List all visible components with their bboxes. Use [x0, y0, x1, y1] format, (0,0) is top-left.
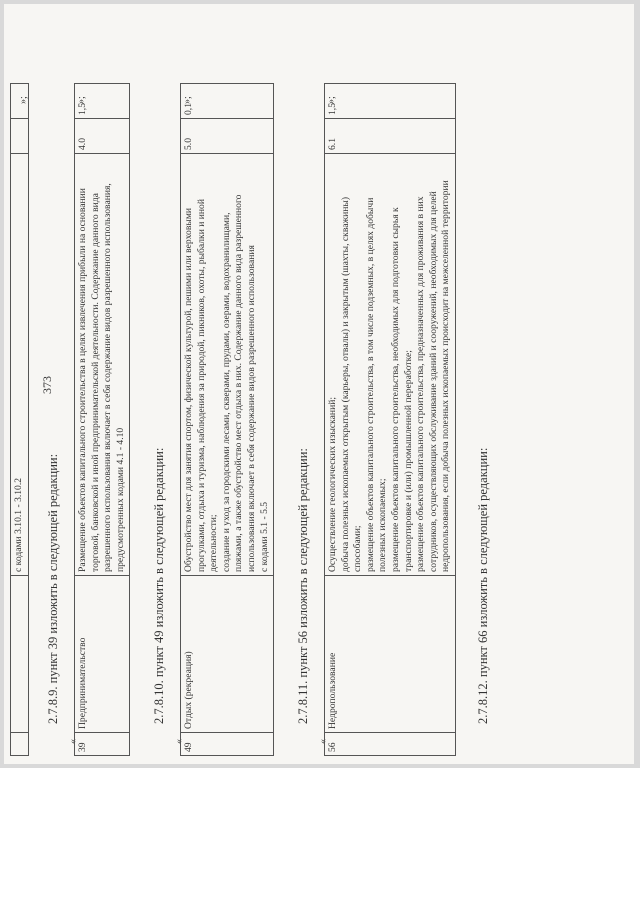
- row-description: [181, 154, 274, 576]
- description-line: размещение объектов капитального строительства, предназначенных для проживания в них: [415, 196, 427, 572]
- paper-sheet: [4, 4, 634, 764]
- row-description: [325, 154, 456, 576]
- closing-quote: »;: [76, 96, 87, 104]
- page-number: 373: [40, 376, 54, 394]
- rotated-content: [4, 4, 634, 764]
- opening-quote: «: [318, 739, 329, 744]
- table-cell: [11, 576, 29, 733]
- table-row: [11, 84, 29, 756]
- table-row: [181, 84, 274, 756]
- opening-quote: «: [68, 739, 79, 744]
- row-number: 49: [181, 733, 274, 756]
- row-code: 5.0: [181, 119, 274, 154]
- description-line: с кодами 5.1 - 5.5: [258, 501, 270, 572]
- row-code: 6.1: [325, 119, 456, 154]
- row-description: [75, 154, 130, 576]
- top-table: [10, 83, 29, 756]
- row-code: 4.0: [75, 119, 130, 154]
- description-line: транспортировке и (или) промышленной переработке;: [402, 350, 414, 572]
- description-line: размещение объектов капитального строительства, в том числе подземных, в целях добычи: [364, 197, 376, 572]
- description-line: сотрудников, осуществляющих обслуживание зданий и сооружений, необходимых для целей: [427, 191, 439, 572]
- table-item-39: [74, 83, 130, 756]
- description-line: разрешенного использования включает в себя содержание видов разрешенного использования,: [102, 183, 114, 572]
- description-line: Обустройство мест для занятия спортом, физической культурой, пешими или верховыми: [183, 207, 194, 572]
- closing-quote: »;: [182, 96, 193, 104]
- description-line: деятельности;: [208, 514, 220, 572]
- description-line: размещение объектов капитального строительства, необходимых для подготовки сырья к: [389, 207, 401, 572]
- table-row: [325, 84, 456, 756]
- opening-quote: «: [174, 739, 185, 744]
- description-line: недропользования, если добыча полезных ископаемых происходит на межселенной территории: [440, 180, 452, 572]
- table-row: [75, 84, 130, 756]
- row-name: Недропользование: [325, 576, 456, 733]
- description-line: предусмотренных кодами 4.1 - 4.10: [114, 427, 126, 572]
- row-number: 39: [75, 733, 130, 756]
- description-line: Осуществление геологических изысканий;: [327, 397, 338, 572]
- description-line: полезных ископаемых;: [377, 478, 389, 572]
- heading-item-39: 2.7.8.9. пункт 39 изложить в следующей редакции:: [46, 453, 60, 724]
- row-name: Предпринимательство: [75, 576, 130, 733]
- row-value: 1,5: [325, 84, 456, 119]
- table-cell: [11, 119, 29, 154]
- description-line: способами;: [352, 525, 364, 572]
- row-value: 1,5: [75, 84, 130, 119]
- row-value: 0,1: [181, 84, 274, 119]
- description-line: использования включает в себя содержание видов разрешенного использования: [245, 245, 257, 572]
- row-name: Отдых (рекреация): [181, 576, 274, 733]
- closing-quote: »;: [326, 96, 337, 104]
- table-item-49: [180, 83, 274, 756]
- table-cell: [11, 733, 29, 756]
- description-line: создание и уход за городскими лесами, скверами, прудами, озерами, водохранилищами,: [220, 212, 232, 572]
- description-line: торговой, банковской и иной предпринимательской деятельности. Содержание данного вида: [89, 193, 101, 572]
- description-line: добыча полезных ископаемых открытым (карьеры, отвалы) и закрытым (шахты, скважины): [339, 196, 351, 572]
- heading-item-56: 2.7.8.11. пункт 56 изложить в следующей редакции:: [296, 448, 310, 724]
- description-line: прогулками, отдыха и туризма, наблюдения за природой, пикников, охоты, рыбалки и иной: [195, 199, 207, 572]
- description-line: пляжами, а также обустройство мест отдыха в них. Содержание данного вида разрешенного: [233, 194, 245, 572]
- table-item-56: [324, 83, 456, 756]
- closing-quote: »;: [18, 96, 29, 104]
- table-cell: с кодами 3.10.1 - 3.10.2: [11, 154, 29, 576]
- description-line: Размещение объектов капитального строительства в целях извлечения прибыли на основании: [77, 188, 88, 572]
- heading-item-49: 2.7.8.10. пункт 49 изложить в следующей редакции:: [152, 447, 166, 724]
- heading-item-66: 2.7.8.12. пункт 66 изложить в следующей редакции:: [476, 447, 490, 724]
- row-number: 56: [325, 733, 456, 756]
